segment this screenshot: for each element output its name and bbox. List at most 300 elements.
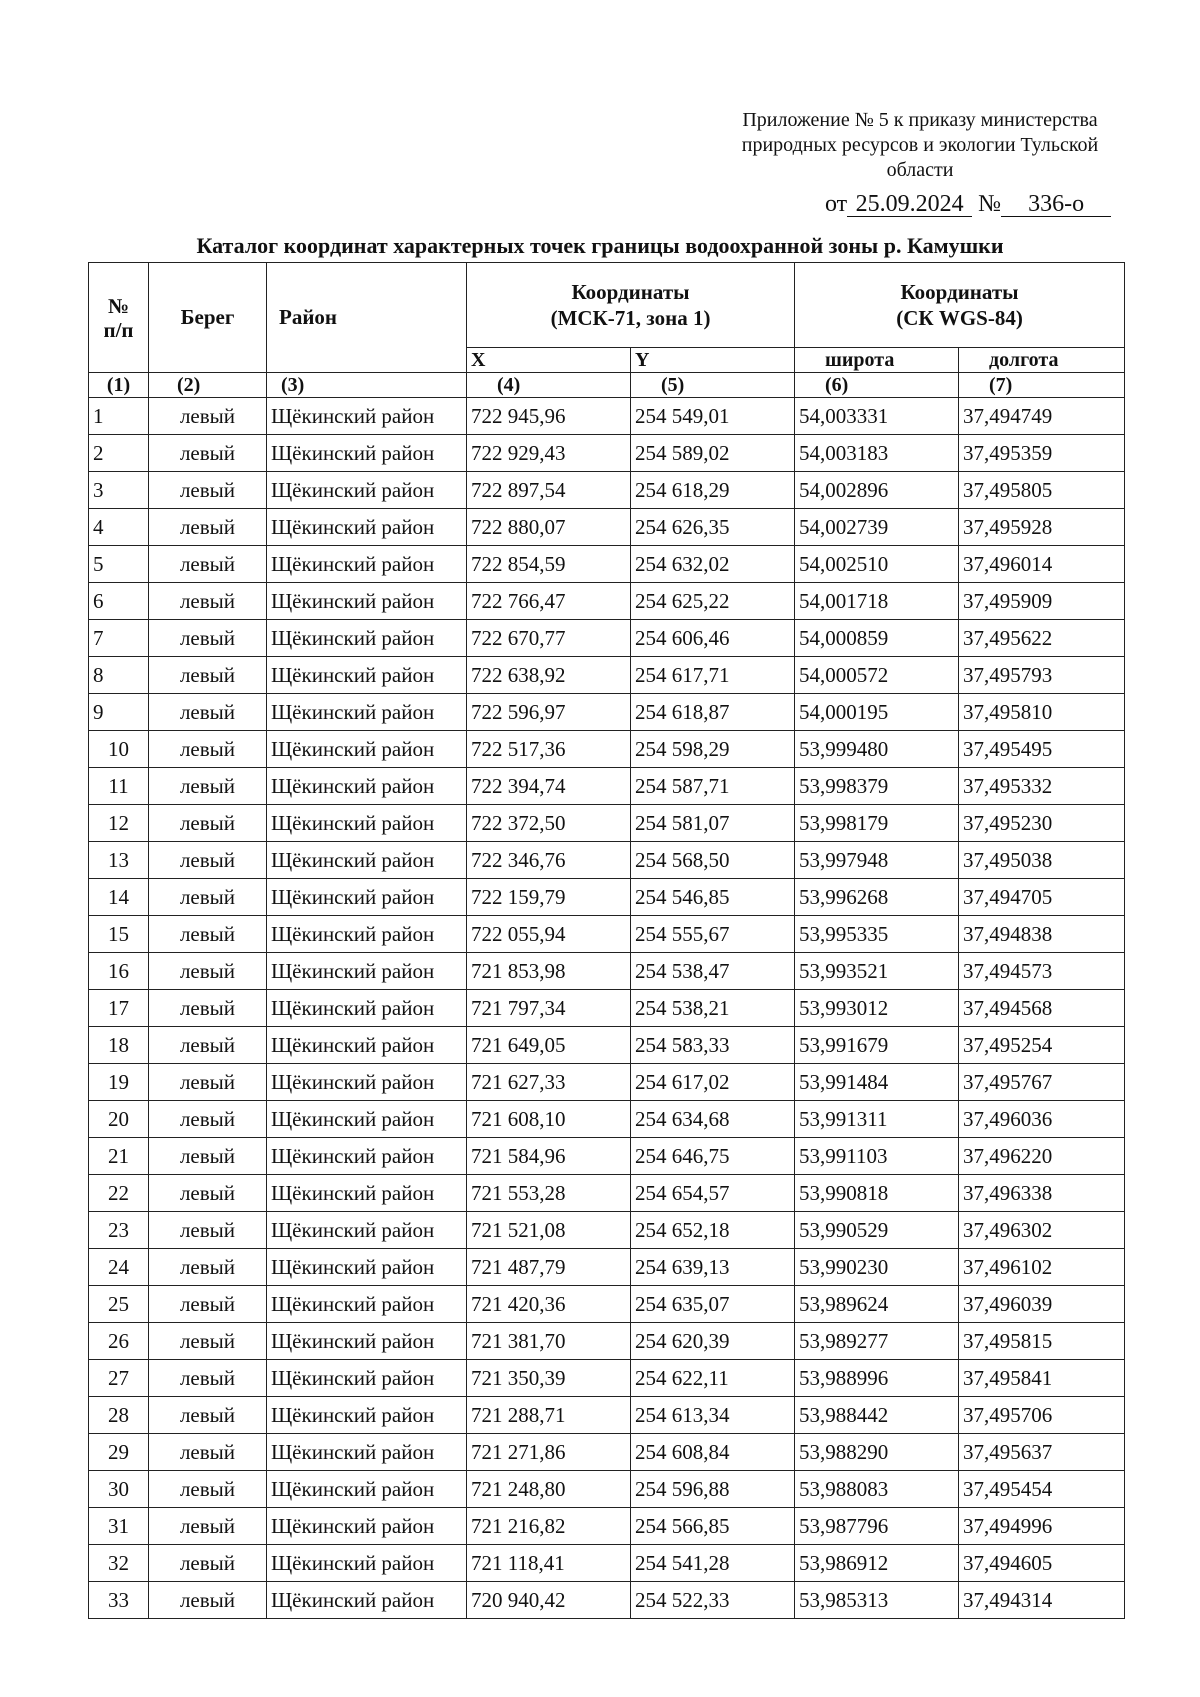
cell-latitude: 54,002739 (795, 509, 959, 546)
cell-number: 10 (89, 731, 149, 768)
cell-x: 721 271,86 (467, 1434, 631, 1471)
header-latitude: широта (795, 348, 959, 373)
cell-x: 721 216,82 (467, 1508, 631, 1545)
cell-number: 22 (89, 1175, 149, 1212)
cell-district: Щёкинский район (267, 1323, 467, 1360)
cell-bank: левый (149, 1249, 267, 1286)
cell-longitude: 37,494314 (959, 1582, 1125, 1619)
cell-number: 12 (89, 805, 149, 842)
cell-latitude: 53,996268 (795, 879, 959, 916)
cell-number: 4 (89, 509, 149, 546)
table-row (89, 768, 1125, 805)
cell-y: 254 587,71 (631, 768, 795, 805)
cell-district: Щёкинский район (267, 1397, 467, 1434)
cell-district: Щёкинский район (267, 583, 467, 620)
cell-latitude: 53,995335 (795, 916, 959, 953)
header-district: Район (267, 263, 467, 373)
header-msk-line1: Координаты (571, 280, 690, 304)
cell-x: 721 487,79 (467, 1249, 631, 1286)
cell-district: Щёкинский район (267, 1286, 467, 1323)
cell-bank: левый (149, 620, 267, 657)
cell-x: 721 649,05 (467, 1027, 631, 1064)
table-row (89, 1286, 1125, 1323)
cell-x: 721 420,36 (467, 1286, 631, 1323)
table-header-row (89, 263, 1125, 348)
cell-longitude: 37,494568 (959, 990, 1125, 1027)
cell-bank: левый (149, 879, 267, 916)
cell-number: 27 (89, 1360, 149, 1397)
cell-latitude: 54,003331 (795, 398, 959, 435)
index-cell: (3) (267, 373, 467, 398)
cell-bank: левый (149, 1027, 267, 1064)
cell-x: 721 381,70 (467, 1323, 631, 1360)
cell-y: 254 622,11 (631, 1360, 795, 1397)
cell-y: 254 608,84 (631, 1434, 795, 1471)
order-reference (825, 190, 1111, 218)
cell-bank: левый (149, 768, 267, 805)
cell-y: 254 546,85 (631, 879, 795, 916)
cell-latitude: 54,003183 (795, 435, 959, 472)
cell-x: 721 521,08 (467, 1212, 631, 1249)
cell-number: 17 (89, 990, 149, 1027)
cell-number: 30 (89, 1471, 149, 1508)
cell-number: 19 (89, 1064, 149, 1101)
cell-latitude: 53,988083 (795, 1471, 959, 1508)
cell-bank: левый (149, 1323, 267, 1360)
cell-longitude: 37,496302 (959, 1212, 1125, 1249)
cell-latitude: 53,993012 (795, 990, 959, 1027)
cell-x: 722 394,74 (467, 768, 631, 805)
cell-bank: левый (149, 953, 267, 990)
cell-longitude: 37,494605 (959, 1545, 1125, 1582)
cell-bank: левый (149, 731, 267, 768)
cell-bank: левый (149, 1434, 267, 1471)
cell-x: 721 627,33 (467, 1064, 631, 1101)
appendix-header (700, 108, 1140, 183)
cell-longitude: 37,495706 (959, 1397, 1125, 1434)
cell-y: 254 652,18 (631, 1212, 795, 1249)
header-number-line2: п/п (103, 317, 134, 342)
table-row (89, 1508, 1125, 1545)
cell-x: 721 853,98 (467, 953, 631, 990)
cell-latitude: 53,993521 (795, 953, 959, 990)
cell-x: 722 517,36 (467, 731, 631, 768)
cell-latitude: 53,989277 (795, 1323, 959, 1360)
order-date: 25.09.2024 (847, 192, 972, 217)
cell-longitude: 37,495332 (959, 768, 1125, 805)
cell-y: 254 617,02 (631, 1064, 795, 1101)
cell-y: 254 618,87 (631, 694, 795, 731)
cell-y: 254 626,35 (631, 509, 795, 546)
cell-district: Щёкинский район (267, 1545, 467, 1582)
header-longitude: долгота (959, 348, 1125, 373)
cell-number: 25 (89, 1286, 149, 1323)
order-number: 336-о (1001, 192, 1111, 217)
cell-district: Щёкинский район (267, 435, 467, 472)
cell-district: Щёкинский район (267, 546, 467, 583)
table-row (89, 1471, 1125, 1508)
cell-latitude: 53,988442 (795, 1397, 959, 1434)
header-wgs-line1: Координаты (900, 280, 1019, 304)
cell-district: Щёкинский район (267, 916, 467, 953)
cell-district: Щёкинский район (267, 1027, 467, 1064)
cell-bank: левый (149, 1471, 267, 1508)
cell-number: 26 (89, 1323, 149, 1360)
cell-x: 722 159,79 (467, 879, 631, 916)
cell-district: Щёкинский район (267, 805, 467, 842)
coordinates-table (88, 262, 1125, 1619)
cell-x: 722 854,59 (467, 546, 631, 583)
header-msk-coordinates (467, 263, 795, 348)
cell-district: Щёкинский район (267, 1138, 467, 1175)
cell-y: 254 634,68 (631, 1101, 795, 1138)
document-title: Каталог координат характерных точек границы водоохранной зоны р. Камушки (196, 233, 1004, 258)
cell-y: 254 549,01 (631, 398, 795, 435)
cell-x: 721 584,96 (467, 1138, 631, 1175)
cell-number: 9 (89, 694, 149, 731)
cell-district: Щёкинский район (267, 1175, 467, 1212)
cell-y: 254 555,67 (631, 916, 795, 953)
cell-number: 3 (89, 472, 149, 509)
cell-longitude: 37,495254 (959, 1027, 1125, 1064)
header-msk-line2: (МСК-71, зона 1) (550, 306, 711, 330)
table-row (89, 657, 1125, 694)
cell-latitude: 54,002510 (795, 546, 959, 583)
cell-bank: левый (149, 1360, 267, 1397)
cell-bank: левый (149, 435, 267, 472)
cell-longitude: 37,495815 (959, 1323, 1125, 1360)
cell-number: 21 (89, 1138, 149, 1175)
cell-bank: левый (149, 1212, 267, 1249)
cell-bank: левый (149, 1064, 267, 1101)
cell-x: 721 553,28 (467, 1175, 631, 1212)
table-row (89, 1064, 1125, 1101)
cell-x: 721 248,80 (467, 1471, 631, 1508)
cell-district: Щёкинский район (267, 1212, 467, 1249)
table-row (89, 694, 1125, 731)
cell-longitude: 37,495637 (959, 1434, 1125, 1471)
cell-bank: левый (149, 916, 267, 953)
cell-y: 254 522,33 (631, 1582, 795, 1619)
table-row (89, 1175, 1125, 1212)
cell-y: 254 568,50 (631, 842, 795, 879)
cell-bank: левый (149, 1175, 267, 1212)
header-x: X (467, 348, 631, 373)
cell-number: 16 (89, 953, 149, 990)
cell-latitude: 53,999480 (795, 731, 959, 768)
cell-longitude: 37,495810 (959, 694, 1125, 731)
cell-x: 722 929,43 (467, 435, 631, 472)
appendix-line-3: области (886, 159, 954, 181)
cell-district: Щёкинский район (267, 509, 467, 546)
table-row (89, 546, 1125, 583)
cell-bank: левый (149, 1545, 267, 1582)
cell-bank: левый (149, 1397, 267, 1434)
index-cell: (2) (149, 373, 267, 398)
table-row (89, 879, 1125, 916)
cell-district: Щёкинский район (267, 990, 467, 1027)
index-cell: (4) (467, 373, 631, 398)
order-number-label: № (978, 191, 1002, 217)
cell-x: 721 288,71 (467, 1397, 631, 1434)
cell-number: 5 (89, 546, 149, 583)
table-row (89, 1434, 1125, 1471)
header-wgs-coordinates (795, 263, 1125, 348)
cell-latitude: 53,990818 (795, 1175, 959, 1212)
cell-district: Щёкинский район (267, 768, 467, 805)
cell-district: Щёкинский район (267, 1360, 467, 1397)
cell-number: 7 (89, 620, 149, 657)
cell-y: 254 613,34 (631, 1397, 795, 1434)
cell-number: 6 (89, 583, 149, 620)
cell-x: 722 638,92 (467, 657, 631, 694)
cell-bank: левый (149, 583, 267, 620)
cell-district: Щёкинский район (267, 657, 467, 694)
cell-bank: левый (149, 657, 267, 694)
cell-x: 722 596,97 (467, 694, 631, 731)
cell-y: 254 654,57 (631, 1175, 795, 1212)
cell-number: 8 (89, 657, 149, 694)
cell-longitude: 37,495928 (959, 509, 1125, 546)
cell-number: 13 (89, 842, 149, 879)
cell-number: 20 (89, 1101, 149, 1138)
index-cell: (1) (89, 373, 149, 398)
cell-latitude: 53,986912 (795, 1545, 959, 1582)
cell-longitude: 37,496338 (959, 1175, 1125, 1212)
cell-y: 254 620,39 (631, 1323, 795, 1360)
cell-latitude: 53,997948 (795, 842, 959, 879)
table-row (89, 1323, 1125, 1360)
cell-latitude: 53,998179 (795, 805, 959, 842)
cell-district: Щёкинский район (267, 1101, 467, 1138)
cell-longitude: 37,495230 (959, 805, 1125, 842)
cell-y: 254 589,02 (631, 435, 795, 472)
table-row (89, 1582, 1125, 1619)
cell-x: 721 350,39 (467, 1360, 631, 1397)
cell-y: 254 618,29 (631, 472, 795, 509)
cell-latitude: 54,001718 (795, 583, 959, 620)
cell-x: 721 608,10 (467, 1101, 631, 1138)
table-row (89, 1397, 1125, 1434)
cell-longitude: 37,494996 (959, 1508, 1125, 1545)
table-row (89, 1101, 1125, 1138)
cell-district: Щёкинский район (267, 842, 467, 879)
cell-latitude: 53,989624 (795, 1286, 959, 1323)
cell-latitude: 53,991103 (795, 1138, 959, 1175)
table-row (89, 731, 1125, 768)
cell-number: 31 (89, 1508, 149, 1545)
cell-y: 254 583,33 (631, 1027, 795, 1064)
cell-x: 722 346,76 (467, 842, 631, 879)
cell-latitude: 54,000859 (795, 620, 959, 657)
cell-x: 721 797,34 (467, 990, 631, 1027)
cell-longitude: 37,496039 (959, 1286, 1125, 1323)
cell-longitude: 37,496220 (959, 1138, 1125, 1175)
table-row (89, 842, 1125, 879)
cell-y: 254 598,29 (631, 731, 795, 768)
table-row (89, 1138, 1125, 1175)
cell-longitude: 37,496102 (959, 1249, 1125, 1286)
cell-latitude: 54,000572 (795, 657, 959, 694)
cell-longitude: 37,495793 (959, 657, 1125, 694)
table-row (89, 398, 1125, 435)
cell-longitude: 37,495909 (959, 583, 1125, 620)
cell-latitude: 53,985313 (795, 1582, 959, 1619)
cell-y: 254 581,07 (631, 805, 795, 842)
cell-longitude: 37,495841 (959, 1360, 1125, 1397)
cell-bank: левый (149, 805, 267, 842)
cell-bank: левый (149, 1101, 267, 1138)
table-row (89, 990, 1125, 1027)
cell-number: 18 (89, 1027, 149, 1064)
cell-longitude: 37,495622 (959, 620, 1125, 657)
cell-bank: левый (149, 1138, 267, 1175)
header-number-line1: № (107, 293, 130, 318)
table-row (89, 620, 1125, 657)
cell-district: Щёкинский район (267, 953, 467, 990)
cell-bank: левый (149, 398, 267, 435)
cell-longitude: 37,495767 (959, 1064, 1125, 1101)
appendix-line-1: Приложение № 5 к приказу министерства (742, 109, 1098, 131)
cell-bank: левый (149, 694, 267, 731)
cell-district: Щёкинский район (267, 694, 467, 731)
cell-x: 722 897,54 (467, 472, 631, 509)
cell-district: Щёкинский район (267, 1508, 467, 1545)
table-row (89, 472, 1125, 509)
cell-longitude: 37,494838 (959, 916, 1125, 953)
cell-number: 28 (89, 1397, 149, 1434)
header-wgs-line2: (СК WGS-84) (896, 306, 1023, 330)
cell-longitude: 37,496014 (959, 546, 1125, 583)
header-number (89, 263, 149, 373)
cell-longitude: 37,494573 (959, 953, 1125, 990)
cell-y: 254 538,47 (631, 953, 795, 990)
cell-y: 254 632,02 (631, 546, 795, 583)
cell-number: 29 (89, 1434, 149, 1471)
cell-x: 722 055,94 (467, 916, 631, 953)
cell-number: 2 (89, 435, 149, 472)
table-row (89, 509, 1125, 546)
cell-district: Щёкинский район (267, 731, 467, 768)
table-body (89, 398, 1125, 1619)
cell-number: 11 (89, 768, 149, 805)
table-row (89, 1360, 1125, 1397)
cell-y: 254 538,21 (631, 990, 795, 1027)
cell-latitude: 53,991484 (795, 1064, 959, 1101)
index-cell: (5) (631, 373, 795, 398)
cell-y: 254 596,88 (631, 1471, 795, 1508)
header-y: Y (631, 348, 795, 373)
cell-bank: левый (149, 472, 267, 509)
cell-bank: левый (149, 990, 267, 1027)
cell-latitude: 54,002896 (795, 472, 959, 509)
table-row (89, 583, 1125, 620)
cell-bank: левый (149, 546, 267, 583)
appendix-line-2: природных ресурсов и экологии Тульской (741, 134, 1099, 156)
cell-latitude: 53,988290 (795, 1434, 959, 1471)
cell-latitude: 53,991311 (795, 1101, 959, 1138)
cell-x: 722 945,96 (467, 398, 631, 435)
cell-longitude: 37,495805 (959, 472, 1125, 509)
cell-longitude: 37,495454 (959, 1471, 1125, 1508)
table-row (89, 916, 1125, 953)
cell-longitude: 37,494749 (959, 398, 1125, 435)
cell-number: 32 (89, 1545, 149, 1582)
table-row (89, 1212, 1125, 1249)
cell-number: 1 (89, 398, 149, 435)
cell-district: Щёкинский район (267, 472, 467, 509)
cell-district: Щёкинский район (267, 1249, 467, 1286)
cell-x: 722 880,07 (467, 509, 631, 546)
cell-y: 254 625,22 (631, 583, 795, 620)
cell-latitude: 53,991679 (795, 1027, 959, 1064)
cell-bank: левый (149, 1582, 267, 1619)
index-cell: (7) (959, 373, 1125, 398)
cell-number: 33 (89, 1582, 149, 1619)
table-row (89, 1027, 1125, 1064)
cell-x: 721 118,41 (467, 1545, 631, 1582)
header-bank: Берег (149, 263, 267, 373)
table-row (89, 1545, 1125, 1582)
cell-x: 722 766,47 (467, 583, 631, 620)
cell-y: 254 541,28 (631, 1545, 795, 1582)
cell-y: 254 606,46 (631, 620, 795, 657)
table-row (89, 953, 1125, 990)
cell-latitude: 53,988996 (795, 1360, 959, 1397)
cell-y: 254 646,75 (631, 1138, 795, 1175)
table-row (89, 805, 1125, 842)
cell-latitude: 53,987796 (795, 1508, 959, 1545)
cell-bank: левый (149, 1508, 267, 1545)
order-prefix: от (825, 191, 848, 217)
cell-y: 254 617,71 (631, 657, 795, 694)
table-index-row (89, 373, 1125, 398)
cell-bank: левый (149, 1286, 267, 1323)
table-row (89, 1249, 1125, 1286)
cell-latitude: 54,000195 (795, 694, 959, 731)
cell-district: Щёкинский район (267, 1064, 467, 1101)
cell-x: 720 940,42 (467, 1582, 631, 1619)
table-row (89, 435, 1125, 472)
cell-number: 14 (89, 879, 149, 916)
index-cell: (6) (795, 373, 959, 398)
cell-district: Щёкинский район (267, 398, 467, 435)
cell-y: 254 635,07 (631, 1286, 795, 1323)
cell-district: Щёкинский район (267, 879, 467, 916)
cell-y: 254 566,85 (631, 1508, 795, 1545)
cell-longitude: 37,496036 (959, 1101, 1125, 1138)
cell-latitude: 53,998379 (795, 768, 959, 805)
cell-number: 15 (89, 916, 149, 953)
cell-bank: левый (149, 842, 267, 879)
cell-district: Щёкинский район (267, 1434, 467, 1471)
cell-y: 254 639,13 (631, 1249, 795, 1286)
cell-district: Щёкинский район (267, 1471, 467, 1508)
cell-bank: левый (149, 509, 267, 546)
cell-number: 23 (89, 1212, 149, 1249)
cell-latitude: 53,990529 (795, 1212, 959, 1249)
cell-longitude: 37,495038 (959, 842, 1125, 879)
cell-number: 24 (89, 1249, 149, 1286)
cell-x: 722 372,50 (467, 805, 631, 842)
cell-district: Щёкинский район (267, 1582, 467, 1619)
cell-x: 722 670,77 (467, 620, 631, 657)
cell-district: Щёкинский район (267, 620, 467, 657)
cell-latitude: 53,990230 (795, 1249, 959, 1286)
cell-longitude: 37,495359 (959, 435, 1125, 472)
cell-longitude: 37,494705 (959, 879, 1125, 916)
cell-longitude: 37,495495 (959, 731, 1125, 768)
